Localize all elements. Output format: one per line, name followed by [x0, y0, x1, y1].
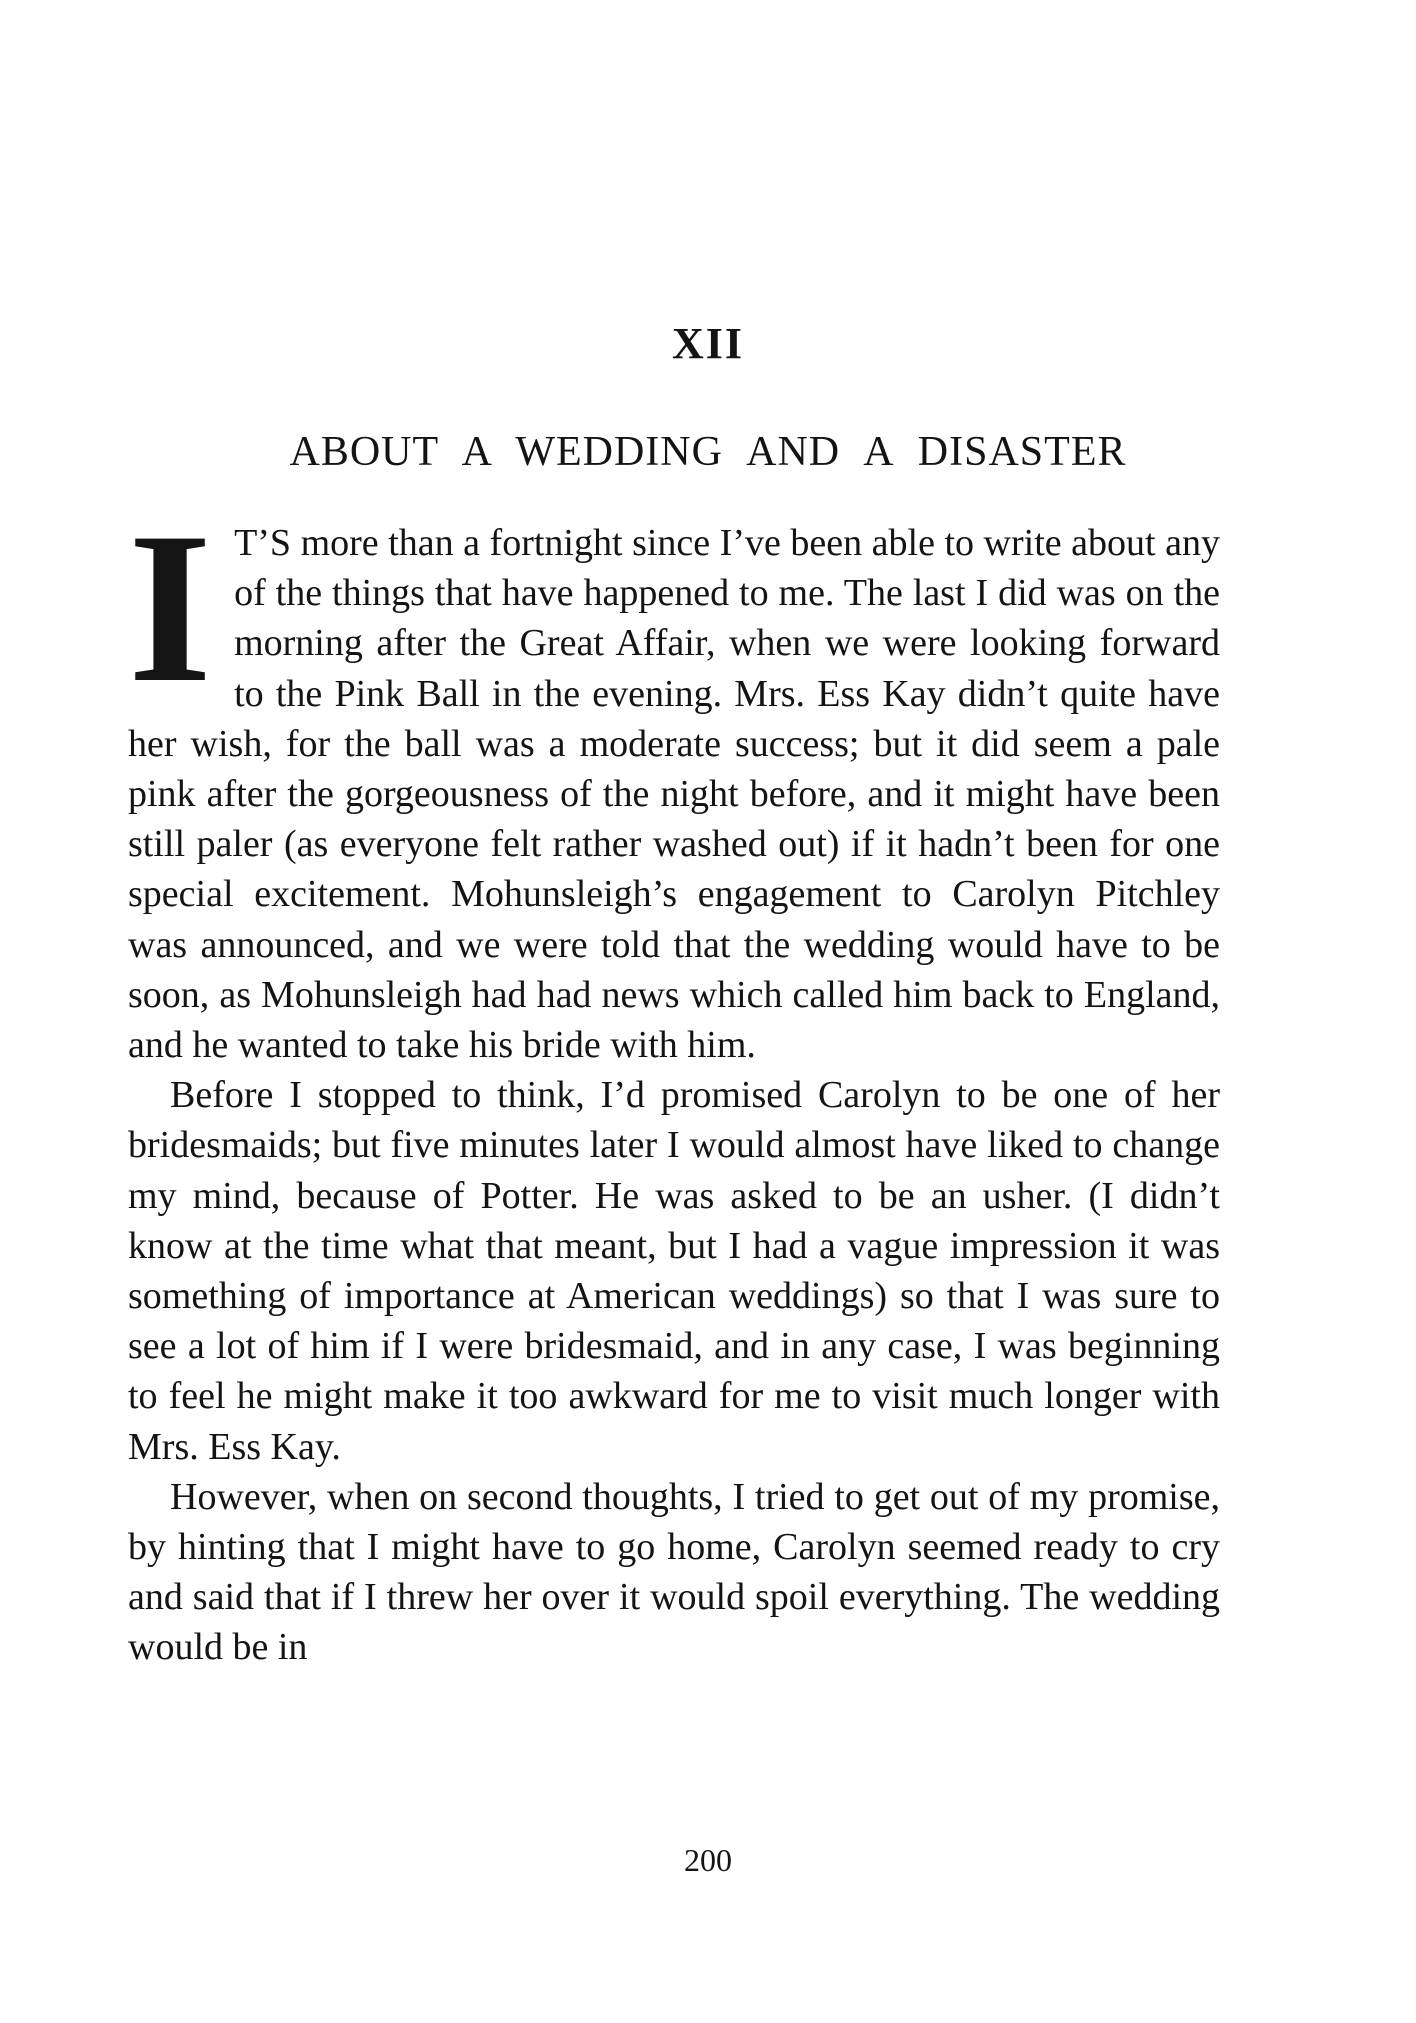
- paragraph-1: [128, 488, 1220, 1070]
- drop-cap: I: [128, 488, 213, 727]
- paragraph-1-text: T’S more than a fortnight since I’ve been able to write about any of the things that have happened to me. The last I did was on the morning after the Great Affair, when we were looking forward to the Pink Ball in the evening. Mrs. Ess Kay didn’t quite have her wish, for the ball was a moderate success; but it did seem a pale pink after the gorgeousness of the night before, and it might have been still paler (as everyone felt rather washed out) if it hadn’t been for one special excitement. Mohunsleigh’s engagement to Carolyn Pitchley was announced, and we were told that the wedding would have to be soon, as Mohunsleigh had had news which called him back to England, and he wanted to take his bride with him.: [128, 522, 1220, 1067]
- chapter-title: ABOUT A WEDDING AND A DISASTER: [289, 429, 1127, 475]
- chapter-number: XII: [671, 319, 745, 368]
- page-number: 200: [684, 1842, 732, 1878]
- body-text: [128, 488, 1220, 1673]
- paragraph-2: Before I stopped to think, I’d promised Carolyn to be one of her bridesmaids; but five minutes later I would almost have liked to change my mind, because of Potter. He was asked to be an usher. (I didn’t know at the time what that meant, but I had a vague impression it was something of importance at American weddings) so that I was sure to see a lot of him if I were bridesmaid, and in any case, I was beginning to feel he might make it too awkward for me to visit much longer with Mrs. Ess Kay.: [128, 1074, 1220, 1468]
- paragraph-3: However, when on second thoughts, I tried to get out of my promise, by hinting that I might have to go home, Carolyn seemed ready to cry and said that if I threw her over it would spoil everything. The wedding would be in: [128, 1475, 1220, 1669]
